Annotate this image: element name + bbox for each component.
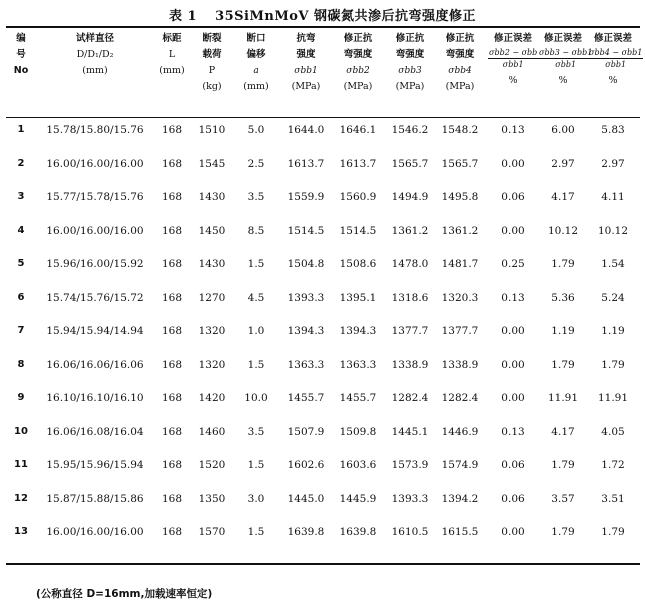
table-row: [0, 286, 645, 310]
load-cell: 1570: [198, 526, 226, 538]
header-e1-denominator: σbb1: [502, 60, 524, 69]
gauge-cell: 168: [161, 291, 183, 304]
row-number: 5: [17, 258, 25, 269]
load-cell: 1320: [198, 325, 226, 337]
gauge-cell: 168: [161, 392, 183, 404]
table-row: [0, 219, 645, 243]
strength-bb1-cell: 1504.8: [287, 258, 325, 270]
error-3-cell: 4.05: [601, 425, 625, 438]
error-1-cell: 0.13: [501, 291, 525, 304]
error-1-cell: 0.06: [501, 459, 525, 471]
header-offset-line3: a: [253, 66, 259, 76]
strength-bb1-cell: 1644.0: [287, 124, 325, 136]
header-s4-line3: σbb4: [448, 66, 472, 76]
header-e1-fraction: [488, 47, 538, 70]
gauge-cell: 168: [161, 459, 183, 471]
strength-bb2-cell: 1445.9: [339, 492, 377, 505]
header-e3-label: 修正误差: [593, 33, 632, 44]
strength-bb1-cell: 1394.3: [287, 325, 325, 337]
diameter-cell: 15.77/15.78/15.76: [46, 191, 144, 203]
offset-cell: 3.0: [247, 492, 265, 505]
strength-bb2-cell: 1394.3: [339, 325, 377, 337]
table-row: [0, 453, 645, 477]
header-no-line3: No: [13, 65, 29, 76]
strength-bb1-cell: 1393.3: [287, 291, 325, 304]
table-row: [0, 520, 645, 544]
error-3-cell: 10.12: [597, 224, 629, 237]
row-number: 2: [17, 157, 25, 169]
table-row: [0, 118, 645, 142]
table-row: [0, 353, 645, 377]
diameter-cell: 15.96/16.00/15.92: [46, 258, 144, 270]
header-s3: [386, 31, 434, 95]
strength-bb1-cell: 1559.9: [287, 191, 325, 203]
error-1-cell: 0.00: [501, 224, 525, 237]
header-s1-line1: 抗弯: [296, 33, 316, 44]
diameter-cell: 15.94/15.94/14.94: [46, 325, 144, 337]
error-1-cell: 0.00: [501, 157, 525, 170]
table-caption: 35SiMnMoV 钢碳氮共渗后抗弯强度修正: [215, 9, 476, 24]
table-row: [0, 185, 645, 209]
header-diameter: [38, 31, 152, 79]
error-3-cell: 2.97: [601, 157, 625, 170]
error-2-cell: 10.12: [547, 224, 579, 237]
diameter-cell: 16.00/16.00/16.00: [46, 526, 144, 538]
offset-cell: 1.5: [247, 358, 265, 371]
strength-bb3-cell: 1361.2: [391, 224, 429, 237]
error-1-cell: 0.13: [501, 124, 525, 136]
strength-bb3-cell: 1393.3: [391, 492, 429, 505]
strength-bb4-cell: 1361.2: [441, 224, 479, 237]
error-1-cell: 0.00: [501, 325, 525, 337]
offset-cell: 1.5: [247, 526, 265, 538]
error-2-cell: 6.00: [551, 124, 575, 136]
header-e3-fraction: [588, 47, 643, 70]
gauge-cell: 168: [161, 224, 183, 237]
strength-bb2-cell: 1508.6: [339, 258, 377, 270]
header-e3: [588, 31, 643, 89]
table-footnote: (公称直径 D=16mm,加载速率恒定): [36, 588, 213, 600]
error-1-cell: 0.00: [501, 392, 525, 404]
error-2-cell: 5.36: [551, 291, 575, 304]
header-s3-line3: σbb3: [398, 66, 422, 76]
strength-bb2-cell: 1455.7: [339, 392, 377, 404]
header-no-line1: 编: [16, 33, 26, 44]
strength-bb1-cell: 1363.3: [287, 358, 325, 371]
strength-bb4-cell: 1446.9: [441, 425, 479, 438]
header-e1: [488, 31, 538, 89]
header-e2-label: 修正误差: [543, 33, 582, 44]
gauge-cell: 168: [161, 358, 183, 371]
header-s1: [282, 31, 330, 95]
strength-bb3-cell: 1445.1: [391, 425, 429, 438]
header-load-line1: 断裂: [202, 33, 222, 44]
error-3-cell: 5.24: [601, 291, 625, 304]
header-s4: [436, 31, 484, 95]
header-e2-denominator: σbb1: [555, 60, 577, 69]
header-s4-line2: 弯强度: [445, 49, 475, 60]
header-offset-line4: (mm): [243, 81, 269, 92]
header-s2-line2: 弯强度: [343, 49, 373, 60]
error-2-cell: 4.17: [551, 425, 575, 438]
header-e2: [538, 31, 593, 89]
load-cell: 1460: [198, 425, 226, 438]
header-s3-line2: 弯强度: [395, 49, 425, 60]
diameter-cell: 15.87/15.88/15.86: [46, 492, 144, 505]
header-e3-denominator: σbb1: [605, 60, 627, 69]
gauge-cell: 168: [161, 157, 183, 170]
error-3-cell: 1.79: [601, 358, 625, 371]
strength-bb1-cell: 1507.9: [287, 425, 325, 438]
strength-bb2-cell: 1639.8: [339, 526, 377, 538]
table-number: 表 1: [168, 9, 198, 24]
strength-bb1-cell: 1514.5: [287, 224, 325, 237]
diameter-cell: 16.00/16.00/16.00: [46, 224, 144, 237]
error-3-cell: 11.91: [597, 392, 629, 404]
strength-bb3-cell: 1338.9: [391, 358, 429, 371]
header-s2-line1: 修正抗: [343, 33, 373, 44]
header-gauge: [154, 31, 190, 79]
strength-bb2-cell: 1560.9: [339, 191, 377, 203]
strength-bb1-cell: 1602.6: [287, 459, 325, 471]
header-load-line3: P: [208, 65, 216, 76]
error-3-cell: 4.11: [601, 191, 625, 203]
load-cell: 1270: [198, 291, 226, 304]
strength-bb4-cell: 1394.2: [441, 492, 479, 505]
table-title: [0, 5, 645, 24]
strength-bb3-cell: 1494.9: [391, 191, 429, 203]
header-s3-line1: 修正抗: [395, 33, 425, 44]
row-number: 10: [14, 425, 28, 437]
error-2-cell: 2.97: [551, 157, 575, 170]
header-gauge-line3: (mm): [159, 65, 185, 76]
strength-bb4-cell: 1615.5: [441, 526, 479, 538]
error-2-cell: 4.17: [551, 191, 575, 203]
strength-bb2-cell: 1514.5: [339, 224, 377, 237]
header-s2-line3: σbb2: [346, 66, 370, 76]
offset-cell: 8.5: [247, 224, 265, 237]
strength-bb1-cell: 1639.8: [287, 526, 325, 538]
header-e2-fraction: [538, 47, 593, 70]
error-2-cell: 1.79: [551, 526, 575, 538]
strength-bb4-cell: 1338.9: [441, 358, 479, 371]
diameter-cell: 15.95/15.96/15.94: [46, 459, 144, 471]
error-3-cell: 3.51: [601, 492, 625, 505]
header-diameter-line2: D/D₁/D₂: [76, 49, 114, 60]
table-row: [0, 386, 645, 410]
load-cell: 1450: [198, 224, 226, 237]
strength-bb4-cell: 1574.9: [441, 459, 479, 471]
header-s4-line1: 修正抗: [445, 33, 475, 44]
error-3-cell: 1.79: [601, 526, 625, 538]
offset-cell: 3.5: [247, 191, 265, 203]
table-row: [0, 152, 645, 176]
error-2-cell: 1.19: [551, 325, 575, 337]
header-load: [192, 31, 232, 95]
gauge-cell: 168: [161, 325, 183, 337]
offset-cell: 1.5: [247, 459, 265, 471]
error-3-cell: 1.19: [601, 325, 625, 337]
error-1-cell: 0.06: [501, 492, 525, 505]
error-2-cell: 1.79: [551, 459, 575, 471]
load-cell: 1420: [198, 392, 226, 404]
strength-bb2-cell: 1509.8: [339, 425, 377, 438]
header-diameter-line3: (mm): [82, 65, 108, 76]
header-s2-line4: (MPa): [343, 81, 373, 92]
strength-bb3-cell: 1377.7: [391, 325, 429, 337]
load-cell: 1350: [198, 492, 226, 505]
strength-bb3-cell: 1318.6: [391, 291, 429, 304]
diameter-cell: 16.10/16.10/16.10: [46, 392, 144, 404]
header-gauge-line1: 标距: [162, 33, 182, 44]
error-1-cell: 0.13: [501, 425, 525, 438]
table-row: [0, 252, 645, 276]
strength-bb1-cell: 1613.7: [287, 157, 325, 170]
strength-bb4-cell: 1481.7: [441, 258, 479, 270]
header-e3-numerator: σbb4 − σbb1: [589, 48, 643, 57]
error-1-cell: 0.00: [501, 526, 525, 538]
error-2-cell: 1.79: [551, 358, 575, 371]
strength-bb4-cell: 1548.2: [441, 124, 479, 136]
error-3-cell: 5.83: [601, 124, 625, 136]
strength-bb2-cell: 1603.6: [339, 459, 377, 471]
diameter-cell: 16.06/16.06/16.06: [46, 358, 144, 371]
diameter-cell: 15.78/15.80/15.76: [46, 124, 144, 136]
strength-bb3-cell: 1565.7: [391, 157, 429, 170]
offset-cell: 5.0: [247, 124, 265, 136]
load-cell: 1545: [198, 157, 226, 170]
table-row: [0, 319, 645, 343]
offset-cell: 4.5: [247, 291, 265, 304]
diameter-cell: 16.00/16.00/16.00: [46, 157, 144, 170]
error-1-cell: 0.06: [501, 191, 525, 203]
gauge-cell: 168: [161, 191, 183, 203]
strength-bb2-cell: 1613.7: [339, 157, 377, 170]
offset-cell: 1.0: [247, 325, 265, 337]
header-s4-line4: (MPa): [445, 81, 475, 92]
diameter-cell: 16.06/16.08/16.04: [46, 425, 144, 438]
load-cell: 1320: [198, 358, 226, 371]
offset-cell: 10.0: [244, 392, 268, 404]
error-3-cell: 1.72: [601, 459, 625, 471]
bottom-rule: [6, 563, 640, 565]
row-number: 11: [14, 459, 28, 470]
header-no-line2: 号: [16, 49, 26, 60]
table-row: [0, 487, 645, 511]
header-e1-numerator: σbb2 − σbb: [489, 48, 538, 57]
load-cell: 1520: [198, 459, 226, 471]
strength-bb3-cell: 1573.9: [391, 459, 429, 471]
row-number: 9: [17, 392, 25, 403]
strength-bb3-cell: 1546.2: [391, 124, 429, 136]
gauge-cell: 168: [161, 526, 183, 538]
strength-bb2-cell: 1646.1: [339, 124, 377, 136]
error-2-cell: 11.91: [547, 392, 579, 404]
gauge-cell: 168: [161, 425, 183, 438]
strength-bb4-cell: 1320.3: [441, 291, 479, 304]
error-1-cell: 0.00: [501, 358, 525, 371]
header-offset-line1: 断口: [246, 33, 266, 44]
table-row: [0, 420, 645, 444]
offset-cell: 3.5: [247, 425, 265, 438]
gauge-cell: 168: [161, 258, 183, 270]
header-no: [6, 31, 36, 79]
row-number: 8: [17, 358, 25, 370]
strength-bb4-cell: 1495.8: [441, 191, 479, 203]
row-number: 1: [17, 124, 25, 135]
strength-bb4-cell: 1282.4: [441, 392, 479, 404]
strength-bb4-cell: 1565.7: [441, 157, 479, 170]
error-3-cell: 1.54: [601, 258, 625, 270]
header-gauge-line2: L: [168, 49, 176, 60]
gauge-cell: 168: [161, 492, 183, 505]
strength-bb3-cell: 1478.0: [391, 258, 429, 270]
top-rule: [6, 26, 640, 28]
strength-bb2-cell: 1363.3: [339, 358, 377, 371]
header-e1-unit: %: [508, 75, 518, 86]
header-diameter-line1: 试样直径: [75, 33, 114, 44]
offset-cell: 1.5: [247, 258, 265, 270]
load-cell: 1510: [198, 124, 226, 136]
error-1-cell: 0.25: [501, 258, 525, 270]
offset-cell: 2.5: [247, 157, 265, 170]
header-load-line4: (kg): [202, 81, 222, 92]
diameter-cell: 15.74/15.76/15.72: [46, 291, 144, 304]
row-number: 13: [14, 526, 28, 537]
gauge-cell: 168: [161, 124, 183, 136]
header-offset: [236, 31, 276, 95]
row-number: 6: [17, 291, 25, 303]
strength-bb1-cell: 1445.0: [287, 492, 325, 505]
header-e2-numerator: σbb3 − σbb1: [539, 48, 593, 57]
strength-bb1-cell: 1455.7: [287, 392, 325, 404]
header-s1-line3: σbb1: [294, 66, 318, 76]
row-number: 3: [17, 191, 25, 202]
header-e1-label: 修正误差: [493, 33, 532, 44]
header-s2: [334, 31, 382, 95]
strength-bb4-cell: 1377.7: [441, 325, 479, 337]
header-e2-unit: %: [558, 75, 568, 86]
strength-bb3-cell: 1610.5: [391, 526, 429, 538]
error-2-cell: 3.57: [551, 492, 575, 505]
row-number: 7: [17, 325, 25, 336]
header-s3-line4: (MPa): [395, 81, 425, 92]
strength-bb3-cell: 1282.4: [391, 392, 429, 404]
load-cell: 1430: [198, 191, 226, 203]
error-2-cell: 1.79: [551, 258, 575, 270]
header-s1-line2: 强度: [296, 49, 316, 60]
header-offset-line2: 偏移: [246, 49, 266, 60]
load-cell: 1430: [198, 258, 226, 270]
header-load-line2: 载荷: [202, 49, 222, 60]
row-number: 12: [14, 492, 28, 504]
header-e3-unit: %: [608, 75, 618, 86]
row-number: 4: [17, 224, 25, 236]
header-s1-line4: (MPa): [291, 81, 321, 92]
strength-bb2-cell: 1395.1: [339, 291, 377, 304]
